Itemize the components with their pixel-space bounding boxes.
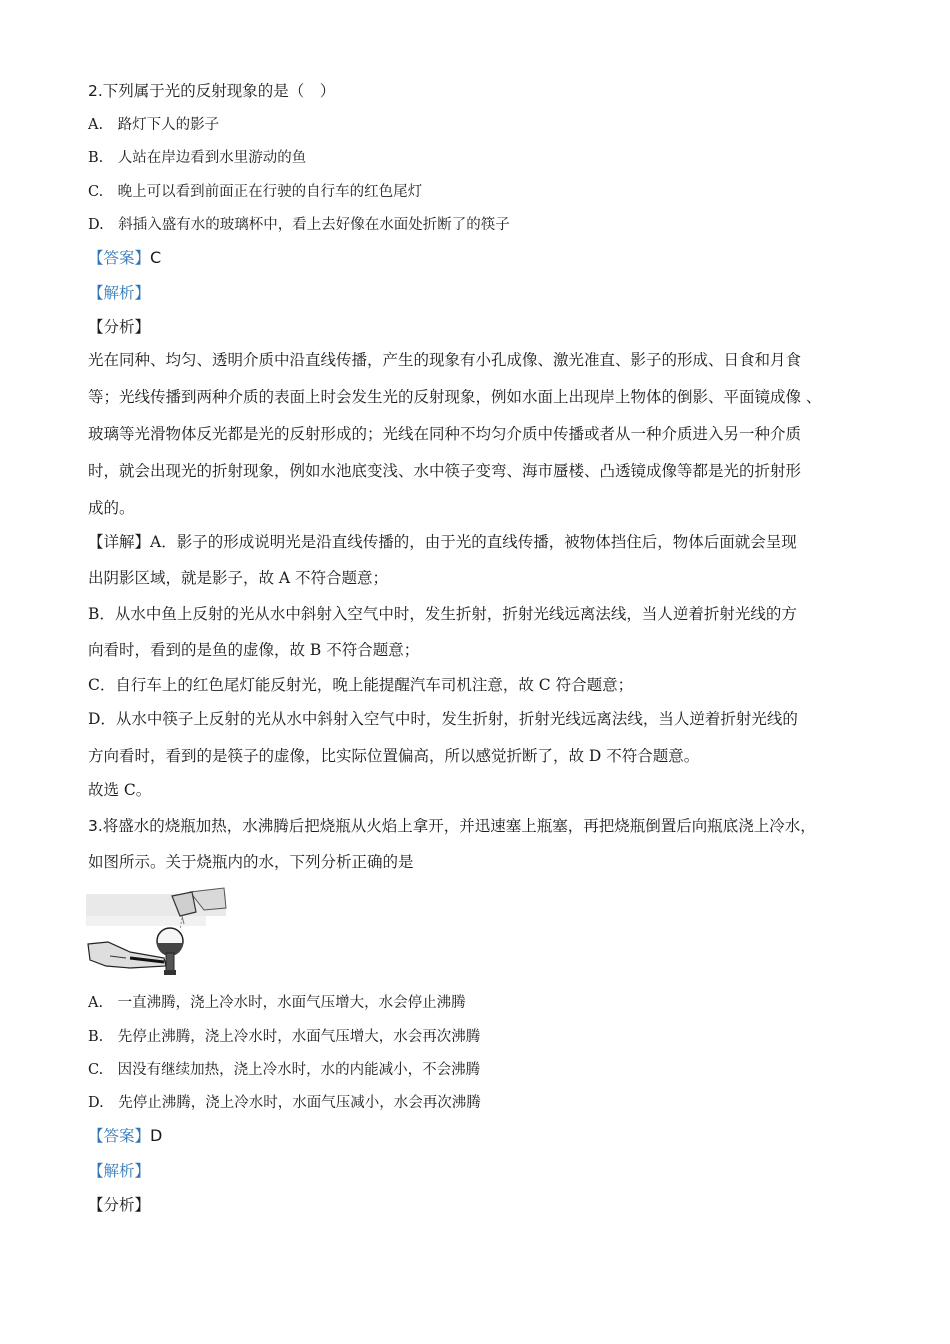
q3-option-a: A. 一直沸腾，浇上冷水时，水面气压增大，水会停止沸腾 bbox=[88, 995, 466, 1011]
question-3-stem bbox=[88, 816, 816, 836]
q3-option-d: D. 先停止沸腾，浇上冷水时，水面气压减小，水会再次沸腾 bbox=[88, 1095, 481, 1111]
q2-analysis-line: 等；光线传播到两种介质的表面上时会发生光的反射现象，例如水面上出现岸上物体的倒影、平面镜成像 、 bbox=[88, 388, 822, 406]
q2-detail-line: 故选 C。 bbox=[88, 781, 152, 799]
question-3-stem-line: 如图所示。关于烧瓶内的水，下列分析正确的是 bbox=[88, 853, 414, 871]
q2-analysis-line: 玻璃等光滑物体反光都是光的反射形成的；光线在同种不均匀介质中传播或者从一种介质进入另一种介质 bbox=[88, 425, 802, 443]
q2-option-a: A. 路灯下人的影子 bbox=[88, 117, 220, 133]
q2-detail-line: 【详解】A．影子的形成说明光是沿直线传播的，由于光的直线传播，被物体挡住后，物体后面就会呈现 bbox=[88, 533, 797, 551]
q2-detail-line: 向看时，看到的是鱼的虚像，故 B 不符合题意； bbox=[88, 641, 420, 659]
q2-answer bbox=[88, 248, 161, 268]
answer-value: D bbox=[150, 1126, 163, 1145]
q2-detail-line: 方向看时，看到的是筷子的虚像，比实际位置偏高，所以感觉折断了，故 D 不符合题意。 bbox=[88, 747, 700, 765]
q2-option-b: B. 人站在岸边看到水里游动的鱼 bbox=[88, 150, 307, 166]
q3-option-c: C. 因没有继续加热，浇上冷水时，水的内能减小，不会沸腾 bbox=[88, 1062, 481, 1078]
q2-detail-line: B．从水中鱼上反射的光从水中斜射入空气中时，发生折射，折射光线远离法线，当人逆着折射光线的方 bbox=[88, 605, 797, 623]
q2-analysis-line: 时，就会出现光的折射现象，例如水池底变浅、水中筷子变弯、海市蜃楼、凸透镜成像等都是光的折射形 bbox=[88, 462, 802, 480]
q2-analysis-line: 光在同种、均匀、透明介质中沿直线传播，产生的现象有小孔成像、激光准直、影子的形成、日食和月食 bbox=[88, 351, 802, 369]
q3-fenxi-label: 【分析】 bbox=[88, 1196, 151, 1214]
q3-option-b: B. 先停止沸腾，浇上冷水时，水面气压增大，水会再次沸腾 bbox=[88, 1029, 481, 1045]
question-number: 3. bbox=[88, 817, 103, 835]
q3-jiexi-label: 【解析】 bbox=[88, 1162, 151, 1180]
q2-detail-line: C．自行车上的红色尾灯能反射光，晚上能提醒汽车司机注意，故 C 符合题意； bbox=[88, 676, 634, 694]
q2-detail-line: 出阴影区域，就是影子，故 A 不符合题意； bbox=[88, 569, 389, 587]
q2-detail-line: D．从水中筷子上反射的光从水中斜射入空气中时，发生折射，折射光线远离法线，当人逆着折射光线的 bbox=[88, 710, 798, 728]
q2-fenxi-label: 【分析】 bbox=[88, 318, 151, 336]
question-2-stem bbox=[88, 81, 335, 101]
q2-option-c: C. 晚上可以看到前面正在行驶的自行车的红色尾灯 bbox=[88, 184, 423, 200]
answer-label: 【答案】 bbox=[88, 249, 151, 267]
flask-illustration bbox=[86, 886, 228, 976]
q2-option-d: D. 斜插入盛有水的玻璃杯中，看上去好像在水面处折断了的筷子 bbox=[88, 217, 510, 233]
q2-analysis-line: 成的。 bbox=[88, 499, 135, 517]
q2-jiexi-label: 【解析】 bbox=[88, 284, 151, 302]
question-number: 2. bbox=[88, 82, 103, 100]
question-text: 将盛水的烧瓶加热，水沸腾后把烧瓶从火焰上拿开，并迅速塞上瓶塞，再把烧瓶倒置后向瓶底浇上冷水， bbox=[102, 817, 816, 835]
flask-figure bbox=[86, 886, 228, 976]
answer-value: C bbox=[150, 248, 162, 267]
answer-label: 【答案】 bbox=[88, 1127, 151, 1145]
q3-answer bbox=[88, 1126, 162, 1146]
question-text: 下列属于光的反射现象的是（ ） bbox=[102, 82, 336, 100]
